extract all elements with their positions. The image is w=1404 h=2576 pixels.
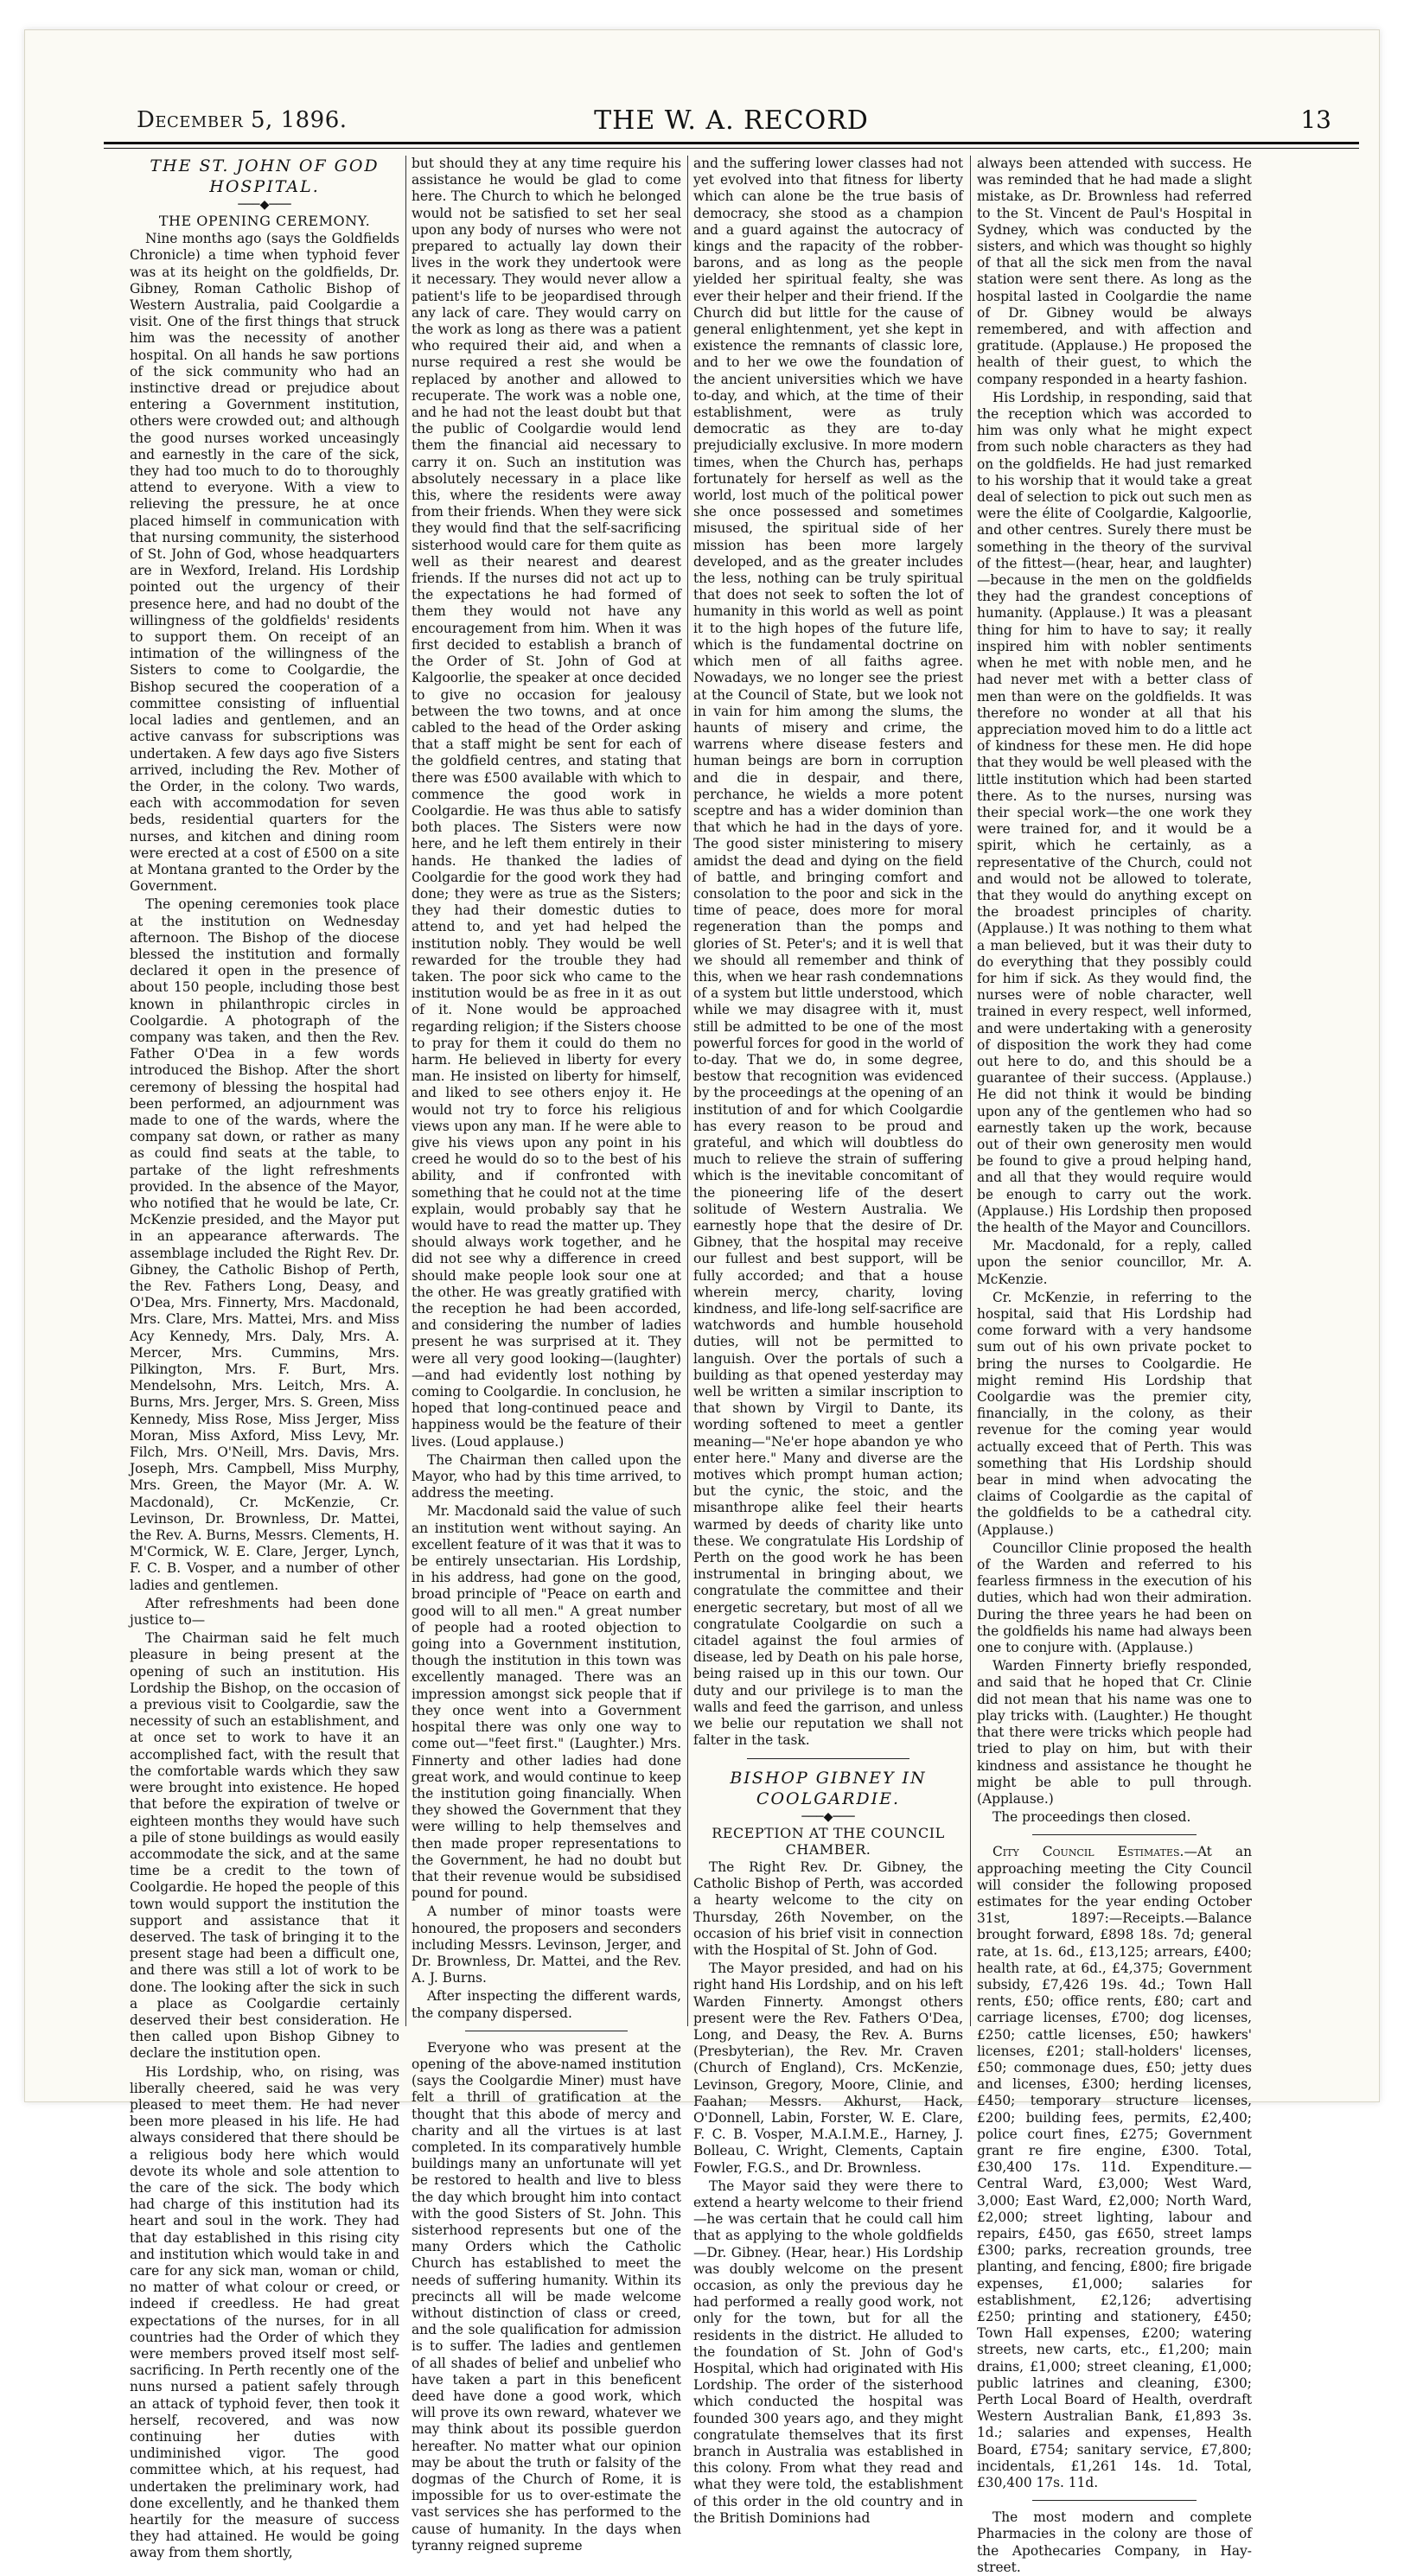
paragraph: but should they at any time require his assistance he would be glad to come here. The Church to which he belonged would not be satisfied to set her seal upon any body of nurses who were not prepared to actually lay down their lives in the work they undertook were it necessary. They would never allow a patient's life to be jeopardised through any lack of care. They would carry on the work as long as there was a patient who required their aid, and when a nurse required a rest she would be replaced by another and allowed to recuperate. The work was a noble one, and he had not the least doubt but that the public of Coolgardie would lend them the financial aid necessary to carry it on. Such an institution was absolutely necessary in a place like this, where the residents were away from their friends. When they were sick they would find that the self-sacrificing sisterhood would care for them quite as well as their nearest and dearest friends. If the nurses did not act up to the expectations he had formed of them they would not have any encouragement from him. When it was first decided to establish a branch of the Order of St. John of God at Kalgoorlie, the speaker at once decided to give no occasion for jealousy between the two towns, and at once cabled to the head of the Order asking that a staff might be sent for each of the goldfield centres, and stating that there was £500 available with which to commence the good work in Coolgardie. He was thus able to satisfy both places. The Sisters were now here, and he left them entirely in their hands. He thanked the ladies of Coolgardie for the good work they had done; they were as true as the Sisters; they had their domestic duties to attend to, and yet had helped the institution nobly. They would be well rewarded for the trouble they had taken. The poor sick who came to the institution would be as free in it as out of it. None would be approached regarding religion; if the Sisters choose to pray for them it could do them no harm. He believed in liberty for every man. He insisted on liberty for himself, and liked to see others enjoy it. He would not try to force his religious views upon any man. If he were able to give his views upon any point in his creed he would do so to the best of his ability, and if confronted with something that he could not at the time explain, would probably say that he would have to read the matter up. They should always work together, and he did not see why a difference in creed should make people look sour one at the other. He was greatly gratified with the reception he had been accorded, and considering the number of ladies present he was surprised at it. They were all very good looking—(laughter)—and had evidently lost nothing by coming to Coolgardie. In conclusion, he hoped that long-continued peace and happiness would be the feature of their lives. (Loud applause.)	[412, 156, 681, 1450]
ornament-divider: ───◆───	[238, 198, 291, 212]
paragraph: The Mayor said they were there to extend a hearty welcome to their friend—he was certain that he could call him that as applying to the whole goldfields—Dr. Gibney. (Hear, hear.) His Lordship was doubly welcome on the present occasion, as only the previous day he had performed a really good work, not only for the town, but for all the residents in the district. He alluded to the foundation of St. John of God's Hospital, which had originated with His Lordship. The order of the sisterhood which conducted the hospital was founded 300 years ago, and they might congratulate themselves that its first branch in Australia was established in this colony. From what they read and what they were told, the establishment of this order in the old country and in the British Dominions had	[693, 2177, 963, 2526]
column-divider	[970, 156, 971, 2026]
paragraph: The proceedings then closed.	[992, 1809, 1191, 1826]
paragraph: Nine months ago (says the Goldfields Chronicle) a time when typhoid fever was at its height on the goldfields, Dr. Gibney, Roman Catholic Bishop of Western Australia, paid Coolgardie a visit. One of the first things that struck him was the necessity of another hospital. On all hands he saw portions of the sick community who had an instinctive dread or prejudice about entering a Government institution, others were crowded out; and although the good nurses worked unceasingly and earnestly in the care of the sick, they had too much to do to thoroughly attend to everyone. With a view to relieving the pressure, he at once placed himself in communication with that nursing community, the sisterhood of St. John of God, whose headquarters are in Wexford, Ireland. His Lordship pointed out the urgency of their presence here, and had no doubt of the willingness of the goldfields' residents to support them. On receipt of an intimation of the willingness of the Sisters to come to Coolgardie, the Bishop secured the cooperation of a committee consisting of influential local ladies and gentlemen, and an active canvass for subscriptions was undertaken. A few days ago five Sisters arrived, including the Rev. Mother of the Order, in the colony. Two wards, each with accommodation for seven beds, residential quarters for the nurses, and kitchen and dining room were erected at a cost of £500 on a site at Montana granted to the Order by the Government.	[130, 231, 399, 895]
paragraph: After inspecting the different wards, the company dispersed.	[412, 1988, 681, 2021]
paragraph: His Lordship, who, on rising, was liberally cheered, said he was very pleased to meet them. He had never been more pleased in his life. He had always considered that there should be a religious body here which would devote its whole and sole attention to the care of the sick. The body which had charge of this institution had its heart and soul in the work. They had that day established in this rising city and institution which would take in and care for any sick man, woman or child, no matter of what colour or creed, or indeed if creedless. He had great expectations of the nurses, for in all countries had the Order of which they were members proved itself most self-sacrificing. In Perth recently one of the nuns nursed a patient safely through an attack of typhoid fever, then took it herself, recovered, and was now continuing her duties with undiminished vigor. The good committee which, at his request, had undertaken the preliminary work, had done excellently, and he thanked them heartily for the measure of success they had attained. He would be going away from them shortly,	[130, 2063, 399, 2561]
column-2	[412, 156, 681, 2554]
page-number: 13	[1300, 105, 1331, 134]
article-subtitle: THE OPENING CEREMONY.	[158, 213, 371, 229]
column-divider	[687, 156, 688, 2026]
section-rule	[1032, 1834, 1197, 1835]
paragraph: Mr. Macdonald, for a reply, called upon the senior councillor, Mr. A. McKenzie.	[977, 1238, 1252, 1287]
newspaper-title: THE W. A. RECORD	[594, 105, 869, 136]
section-rule	[1032, 2500, 1197, 2501]
paragraph: Mr. Macdonald said the value of such an institution went without saying. An excellent feature of it was that it was to be entirely unsectarian. His Lordship, in his address, had gone on the good, broad principle of "Peace on earth and good will to all men." A great number of people had a rooted objection to going into a Government institution, though the institution in this town was excellently managed. There was an impression amongst sick people that if they once went into a Government hospital there was only one way to come out—"feet first." (Laughter.) Mrs. Finnerty and other ladies had done great work, and would continue to keep the institution going financially. When they showed the Government that they were willing to help themselves and then made proper representations to the Government, he had no doubt but that their revenue would be subsidised pound for pound.	[412, 1503, 681, 1902]
paragraph: Cr. McKenzie, in referring to the hospital, said that His Lordship had come forward with a very handsome sum out of his own private pocket to bring the nurses to Coolgardie. He might remind His Lordship that Coolgardie was the premier city, financially, in the colony, as their revenue for the coming year would actually exceed that of Perth. This was something that His Lordship should bear in mind when advocating the claims of Coolgardie as the capital of the goldfields to be a cathedral city. (Applause.)	[977, 1289, 1252, 1538]
paragraph: Everyone who was present at the opening of the above-named institution (says the Coolgardie Miner) must have felt a thrill of gratification at the thought that this abode of mercy and charity and all the virtues is at last completed. In its comparatively humble buildings many an unfortunate will yet be restored to health and live to bless the day which brought him into contact with the good Sisters of St. John. This sisterhood represents but one of the many Orders which the Catholic Church has established to meet the needs of suffering humanity. Within its precincts all will be made welcome without distinction of class or creed, and the sole qualification for admission is to suffer. The ladies and gentlemen of all shades of belief and unbelief who have taken a part in this beneficent deed have done a good work, which will prove its own reward, whatever we may think about its possible guerdon hereafter. No matter what our opinion may be about the truth or falsity of the dogmas of the Church of Rome, it is impossible for us to over-estimate the vast services she has performed to the cause of humanity. In the days when tyranny reigned supreme	[412, 2039, 681, 2554]
article-title: THE ST. JOHN OF GOD HOSPITAL.	[150, 156, 380, 196]
paragraph: always been attended with success. He was reminded that he had made a slight mistake, as Dr. Brownless had referred to the St. Vincent de Paul's Hospital in Sydney, which was conducted by the sisters, and which was thought so highly of that all the sick men from the naval station were sent there. As long as the hospital lasted in Coolgardie the name of Dr. Gibney would be always remembered, and with affection and gratitude. (Applause.) He proposed the health of their guest, to which the company responded in a hearty fashion.	[977, 156, 1252, 387]
paragraph: and the suffering lower classes had not yet evolved into that fitness for liberty which can alone be the true basis of democracy, she stood as a champion and a guard against the autocracy of kings and the rapacity of the robber-barons, and as long as the people yielded her spiritual fealty, she was ever their helper and their friend. If the Church did but little for the cause of general enlightenment, yet she kept in existence the remnants of classic lore, and to her we owe the foundation of the ancient universities which we have to-day, and which, at the time of their establishment, were as truly democratic as they are to-day prejudicially exclusive. In more modern times, when the Church has, perhaps fortunately for herself as well as the world, lost much of the political power she once possessed and sometimes misused, the spiritual side of her mission has been more largely developed, and as the greater includes the less, nothing can be truly spiritual that does not seek to soften the lot of humanity in this world as well as point it to the high hopes of the future life, which is the fundamental doctrine on which men of all faiths agree. Nowadays, we no longer see the priest at the Council of State, but we look not in vain for him among the slums, the haunts of misery and crime, the warrens where disease festers and human beings are born in corruption and die in despair, and there, perchance, he wields a more potent sceptre and has a wider dominion than that which he had in the days of yore. The good sister ministering to misery amidst the dead and dying on the field of battle, and bringing comfort and consolation to the poor and sick in the time of peace, does more for moral regeneration than the pomps and glories of St. Peter's; and it is well that we should all remember and think of this, when we hear rash condemnations of a system but little understood, which while we may disagree with it, must still be admitted to be one of the most powerful forces for good in the world of to-day. That we do, in some degree, bestow that recognition was evidenced by the proceedings at the opening of an institution of and for which Coolgardie has every reason to be proud and grateful, and which will doubtless do much to relieve the strain of suffering which is the inevitable concomitant of the pioneering life of the desert solitude of Western Australia. We earnestly hope that the desire of Dr. Gibney, that the hospital may receive our fullest and best support, will be fully accorded; and that a house wherein mercy, charity, loving kindness, and life-long self-sacrifice are watchwords and humble household duties, will not be permitted to languish. Over the portals of such a building as that opened yesterday may well be written a similar inscription to that shown by Virgil to Dante, its wording softened to meet a gentler meaning—"Ne'er hope abandon ye who enter here." Many and diverse are the motives which prompt human action; but the cynic, the stoic, and the misanthrope alike feel their hearts warmed by deeds of charity like unto these. We congratulate His Lordship of Perth on the good work he has been instrumental in bringing about, we congratulate the committee and their energetic secretary, but most of all we congratulate Coolgardie on such a citadel against the foul armies of disease, led by Death on his pale horse, being raised up in this our town. Our duty and our privilege is to man the walls and feed the garrison, and unless we belie our reputation we shall not falter in the task.	[693, 156, 963, 1749]
column-divider	[405, 156, 406, 2026]
ornament-divider: ───◆───	[801, 1809, 855, 1824]
estimates-item	[977, 1844, 1252, 2491]
column-4	[977, 156, 1252, 2575]
paragraph: After refreshments had been done justice to—	[130, 1595, 399, 1629]
paragraph: The Chairman said he felt much pleasure in being present at the opening of such an institution. His Lordship the Bishop, on the occasion of a previous visit to Coolgardie, saw the necessity of such an establishment, and at once set to work to have it an accomplished fact, with the result that the comfortable wards which they saw were brought into existence. He hoped that before the expiration of twelve or eighteen months they would have such a pile of stone buildings as would easily accommodate the sick, and at the same time be a credit to the town of Coolgardie. He hoped the people of this town would support the institution the support and assistance that it deserved. The task of bringing it to the present stage had been a difficult one, and there was still a lot of work to be done. The looking after the sick in such a place as Coolgardie certainly deserved their best consideration. He then called upon Bishop Gibney to declare the institution open.	[130, 1630, 399, 2062]
paragraph: Warden Finnerty briefly responded, and said that he hoped that Cr. Clinie did not mean that his name was one to play tricks with. (Laughter.) He thought that there were tricks which people had tried to play on him, but with their kindness and assistance he thought he might be able to pull through. (Applause.)	[977, 1658, 1252, 1807]
issue-date: December 5, 1896.	[137, 107, 348, 133]
paragraph: Councillor Clinie proposed the health of the Warden and referred to his fearless firmness in the execution of his duties, which had won their admiration. During the three years he had been on the goldfields his name had always been one to conjure with. (Applause.)	[977, 1540, 1252, 1656]
paragraph: The Right Rev. Dr. Gibney, the Catholic Bishop of Perth, was accorded a hearty welcome to the city on Thursday, 26th November, on the occasion of his brief visit in connection with the Hospital of St. John of God.	[693, 1859, 963, 1958]
page-header	[104, 102, 1359, 137]
estimates-heading: City Council Estimates.	[992, 1844, 1184, 1860]
header-rule	[104, 142, 1359, 149]
paragraph: The Mayor presided, and had on his right hand His Lordship, and on his left Warden Finnerty. Amongst others present were the Rev. Fathers O'Dea, Long, and Deasy, the Rev. A. Burns (Presbyterian), the Rev. Mr. Craven (Church of England), Crs. McKenzie, Levinson, Gregory, Moore, Clinie, and Faahan; Messrs. Akhurst, Hack, O'Donnell, Labin, Forster, W. E. Clare, F. C. B. Vosper, M.A.I.M.E., Harney, J. Bolleau, C. Wright, Clements, Captain Fowler, F.G.S., and Dr. Brownless.	[693, 1961, 963, 2176]
article-title: BISHOP GIBNEY IN COOLGARDIE.	[730, 1768, 927, 1808]
section-rule	[747, 1758, 909, 1759]
paragraph: A number of minor toasts were honoured, the proposers and seconders including Messrs. Levinson, Jerger, and Dr. Brownless, Dr. Mattei, and the Rev. A. J. Burns.	[412, 1903, 681, 1986]
paragraph: The opening ceremonies took place at the institution on Wednesday afternoon. The Bishop of the diocese blessed the institution and formally declared it open in the presence of about 150 people, including those best known in philanthropic circles in Coolgardie. A photograph of the company was taken, and then the Rev. Father O'Dea in a few words introduced the Bishop. After the short ceremony of blessing the hospital had been performed, an adjournment was made to one of the wards, where the company sat down, or rather as many as could find seats at the table, to partake of the light refreshments provided. In the absence of the Mayor, who notified that he would be late, Cr. McKenzie presided, and the Mayor put in an appearance afterwards. The assemblage included the Right Rev. Dr. Gibney, the Catholic Bishop of Perth, the Rev. Fathers Long, Deasy, and O'Dea, Mrs. Finnerty, Mrs. Macdonald, Mrs. Clare, Mrs. Mattei, Mrs. and Miss Acy Kennedy, Mrs. Daly, Mrs. A. Mercer, Mrs. Cummins, Mrs. Pilkington, Mrs. F. Burt, Mrs. Mendelsohn, Mrs. Leitch, Mrs. A. Burns, Mrs. Jerger, Mrs. S. Green, Miss Kennedy, Miss Rose, Miss Jerger, Miss Moran, Miss Axford, Miss Levy, Mr. Filch, Mrs. O'Neill, Mrs. Davis, Mrs. Joseph, Mrs. Campbell, Miss Murphy, Mrs. Green, the Mayor (Mr. A. W. Macdonald), Cr. McKenzie, Cr. Levinson, Dr. Brownless, Dr. Mattei, the Rev. A. Burns, Messrs. Clements, H. M'Cormick, W. E. Clare, Jerger, Lynch, F. C. B. Vosper, and a number of other ladies and gentlemen.	[130, 896, 399, 1593]
article-subtitle: RECEPTION AT THE COUNCIL CHAMBER.	[712, 1824, 945, 1858]
paragraph: The Chairman then called upon the Mayor, who had by this time arrived, to address the meeting.	[412, 1451, 681, 1502]
estimates-text: —At an approaching meeting the City Council will consider the following proposed estimates for the year ending October 31st, 1897:—Receipts.—Balance brought forward, £898 18s. 7d; general rate, at 1s. 6d., £13,125; arrears, £400; health rate, at 6d., £4,375; Government subsidy, £7,426 19s. 4d.; Town Hall rents, £50; office rents, £80; cart and carriage licenses, £700; dog licenses, £250; cattle licenses, £50; hawkers' licenses, £201; stall-holders' licenses, £50; commonage dues, £50; jetty dues and licenses, £300; herding licenses, £450; temporary structure licenses, £200; building fees, permits, £2,400; police court fines, £275; Government grant re fire engine, £300. Total, £30,400 17s. 11d. Expenditure.—Central Ward, £3,000; West Ward, 3,000; East Ward, £2,000; North Ward, £2,000; street lighting, labour and repairs, £450, gas £650, street lamps £300; parks, recreation grounds, tree planting, and fencing, £800; fire brigade expenses, £1,000; salaries for establishment, £2,126; advertising £250; printing and stationery, £450; Town Hall expenses, £200; watering streets, new carts, etc., £1,200; main drains, £1,000; street cleaning, £1,000; public latrines and cleaning, £300; Perth Local Board of Health, overdraft Western Australian Bank, £1,893 3s. 1d.; salaries and expenses, Health Board, £754; sanitary service, £7,800; incidentals, £1,261 14s. 1d. Total, £30,400 17s. 11d.	[977, 1844, 1252, 2491]
column-3	[693, 156, 963, 2526]
column-1	[130, 156, 399, 2561]
pharmacies-notice: The most modern and complete Pharmacies in the colony are those of the Apothecaries Company, in Hay-street.	[977, 2509, 1252, 2575]
paragraph: His Lordship, in responding, said that the reception which was accorded to him was only what he might expect from such noble characters as they had on the goldfields. He had just remarked to his worship that it would take a great deal of selection to pick out such men as were the élite of Coolgardie, Kalgoorlie, and other centres. Surely there must be something in the theory of the survival of the fittest—(hear, hear, and laughter)—because in the men on the goldfields they had the grandest conceptions of humanity. (Applause.) It was a pleasant thing for him to have to say; it really inspired him with nobler sentiments when he met with noble men, and he had never met with a better class of men than were on the goldfields. It was therefore no wonder at all that his appreciation moved him to do a little act of kindness for these men. He did hope that they would be well pleased with the little institution which had been started there. As to the nurses, nursing was their special work—the one work they were trained for, and it would be a spirit, which he certainly, as a representative of the Church, could not and would not be allowed to tolerate, that they would do anything except on the broadest principles of charity. (Applause.) It was nothing to them what a man believed, but it was their duty to do everything that they possibly could for him if sick. As they would find, the nurses were of noble character, well trained in every respect, well informed, and were undertaking with a generosity of disposition the work they had come out here to do, and this should be a guarantee of their success. (Applause.) He did not think it would be binding upon any of the gentlemen who had so earnestly taken up the work, because out of their own generosity men would be found to give a proud helping hand, and all that they would require would be enough to carry out the work. (Applause.) His Lordship then proposed the health of the Mayor and Councillors.	[977, 389, 1252, 1235]
